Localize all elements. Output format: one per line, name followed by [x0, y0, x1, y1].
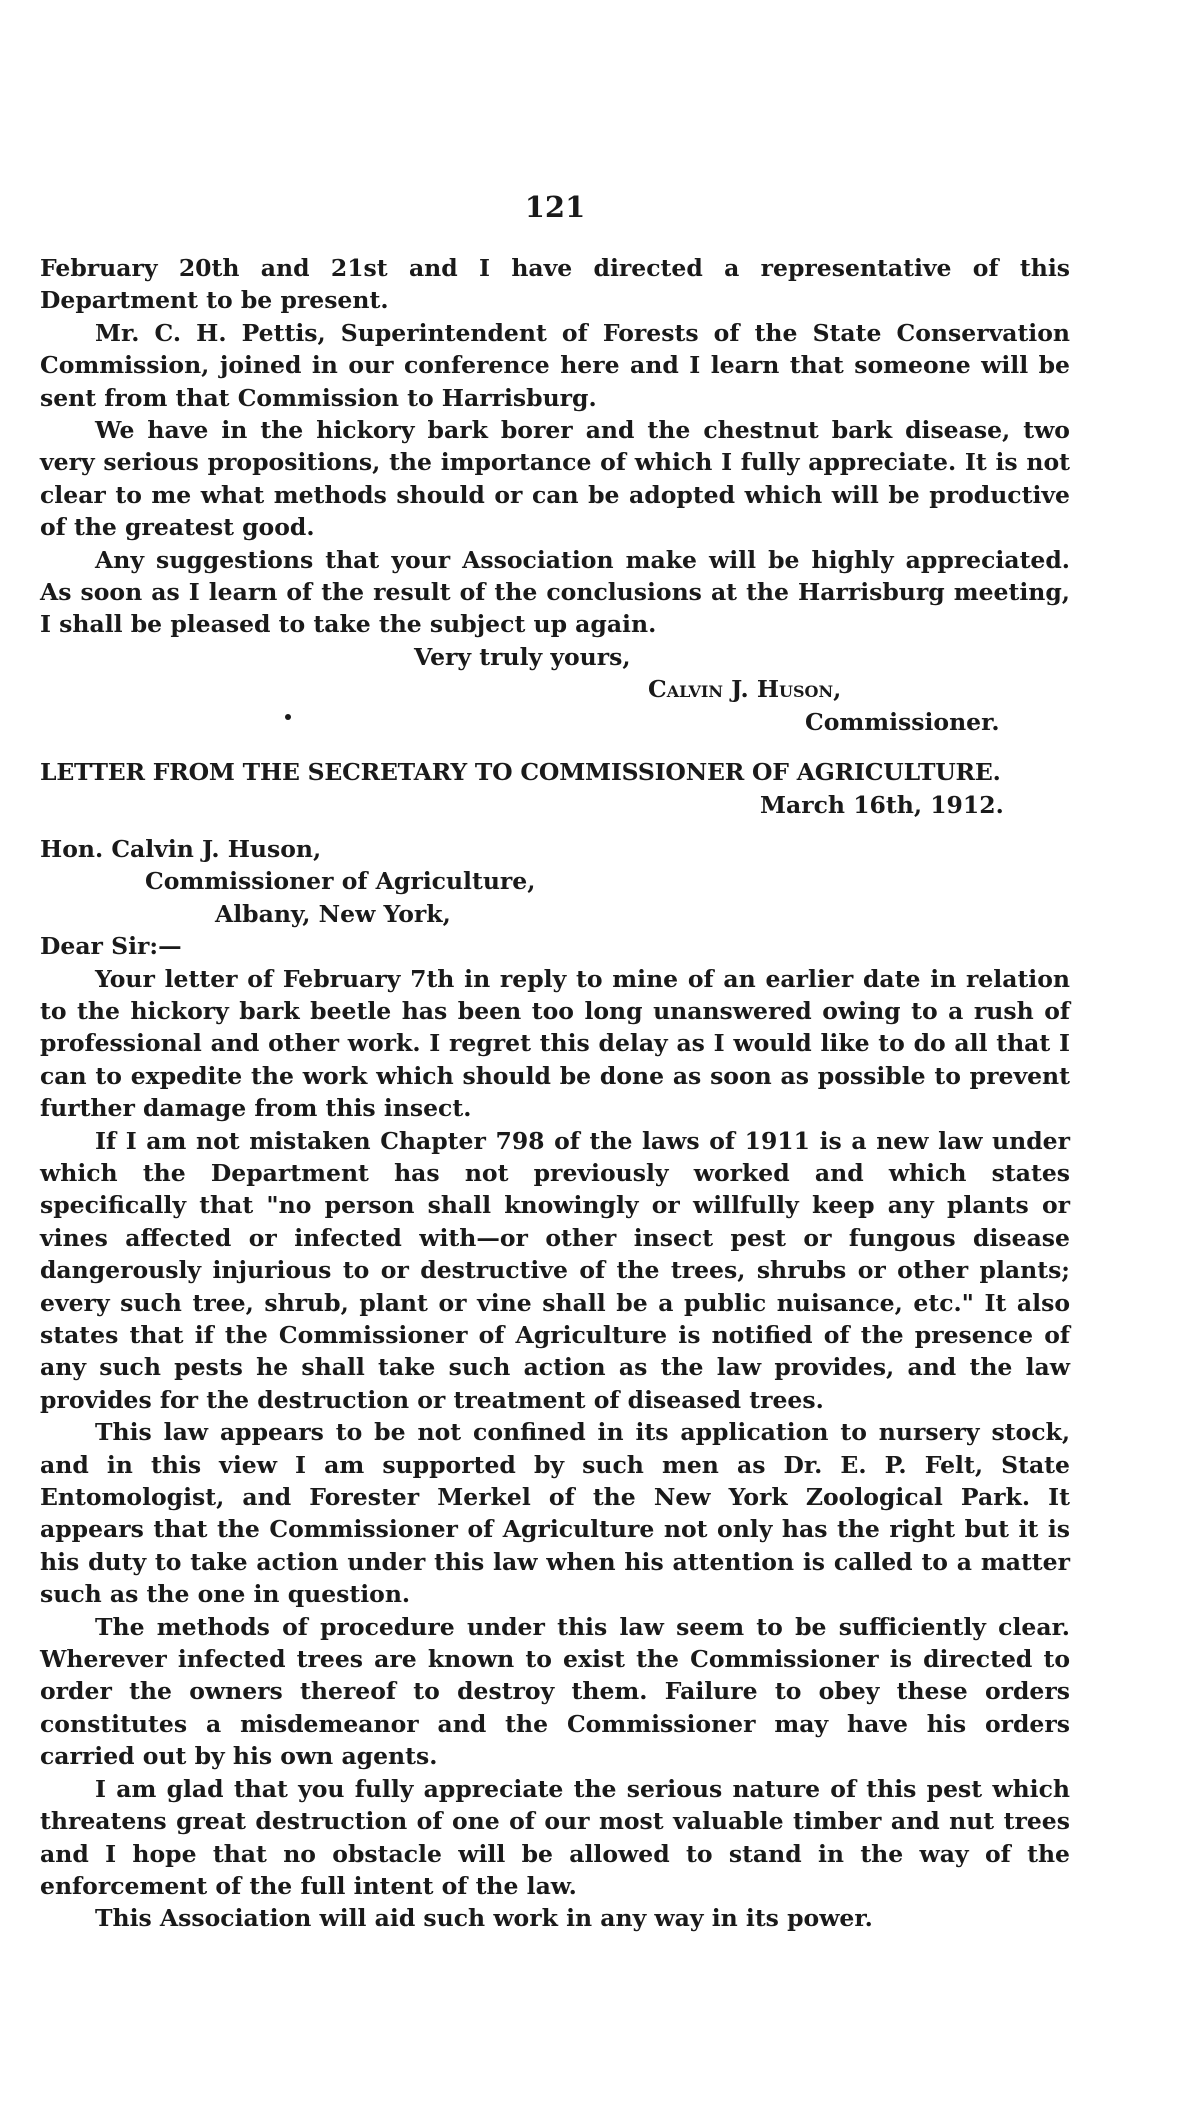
letter2-salutation: Dear Sir:—	[40, 932, 182, 961]
letter2-paragraph-2: If I am not mistaken Chapter 798 of the laws of 1911 is a new law under which the Department has not previously worked and which states specifically that "no person shall knowingly or willfully keep any plants or vines affected or infected with—or other insect pest or fungous disease dangerously injurious to or destructive of the trees, shrubs or other plants; every such tree, shrub, plant or vine shall be a public nuisance, etc." It also states that if the Commissioner of Agriculture is notified of the presence of any such pests he shall take such action as the law provides, and the law provides for the destruction or treatment of diseased trees.	[40, 1126, 1070, 1414]
letter1-signature-name: Calvin J. Huson,	[648, 675, 842, 704]
letter1-paragraph-2: Mr. C. H. Pettis, Superintendent of Forests of the State Conservation Commission, joined in our conference here and I learn that someone will be sent from that Commission to Harrisburg.	[40, 318, 1070, 412]
letter2-address-line-3: Albany, New York,	[215, 899, 451, 928]
letter1-signature-title: Commissioner.	[805, 707, 1000, 736]
letter2-heading: LETTER FROM THE SECRETARY TO COMMISSIONER OF AGRICULTURE.	[40, 758, 1001, 787]
letter1-closing: Very truly yours,	[414, 642, 631, 671]
letter1-paragraph-1: February 20th and 21st and I have directed a representative of this Department to be present.	[40, 254, 1070, 315]
letter2-date: March 16th, 1912.	[760, 790, 1004, 819]
document-body	[40, 252, 1070, 1935]
letter2-paragraph-5: I am glad that you fully appreciate the serious nature of this pest which threatens great destruction of one of our most valuable timber and nut trees and I hope that no obstacle will be allowed to stand in the way of the enforcement of the full intent of the law.	[40, 1774, 1070, 1900]
letter2-paragraph-3: This law appears to be not confined in its application to nursery stock, and in this view I am supported by such men as Dr. E. P. Felt, State Entomologist, and Forester Merkel of the New York Zoological Park. It appears that the Commissioner of Agriculture not only has the right but it is his duty to take action under this law when his attention is called to a matter such as the one in question.	[40, 1418, 1070, 1609]
page-number: 121	[524, 190, 586, 224]
ink-speck	[285, 714, 291, 720]
letter2-address-line-1: Hon. Calvin J. Huson,	[40, 834, 322, 863]
letter2-paragraph-4: The methods of procedure under this law seem to be sufficiently clear. Wherever infected trees are known to exist the Commissioner is directed to order the owners thereof to destroy them. Failure to obey these orders constitutes a misdemeanor and the Commissioner may have his orders carried out by his own agents.	[40, 1612, 1070, 1771]
letter1-paragraph-3: We have in the hickory bark borer and the chestnut bark disease, two very serious propositions, the importance of which I fully appreciate. It is not clear to me what methods should or can be adopted which will be productive of the greatest good.	[40, 416, 1070, 542]
letter2-paragraph-6: This Association will aid such work in any way in its power.	[95, 1904, 873, 1933]
letter1-paragraph-4: Any suggestions that your Association make will be highly appreciated. As soon as I learn of the result of the conclusions at the Harrisburg meeting, I shall be pleased to take the subject up again.	[40, 545, 1070, 639]
letter2-paragraph-1: Your letter of February 7th in reply to mine of an earlier date in relation to the hickory bark beetle has been too long unanswered owing to a rush of professional and other work. I regret this delay as I would like to do all that I can to expedite the work which should be done as soon as possible to prevent further damage from this insect.	[40, 964, 1070, 1123]
letter2-address-line-2: Commissioner of Agriculture,	[145, 867, 536, 896]
